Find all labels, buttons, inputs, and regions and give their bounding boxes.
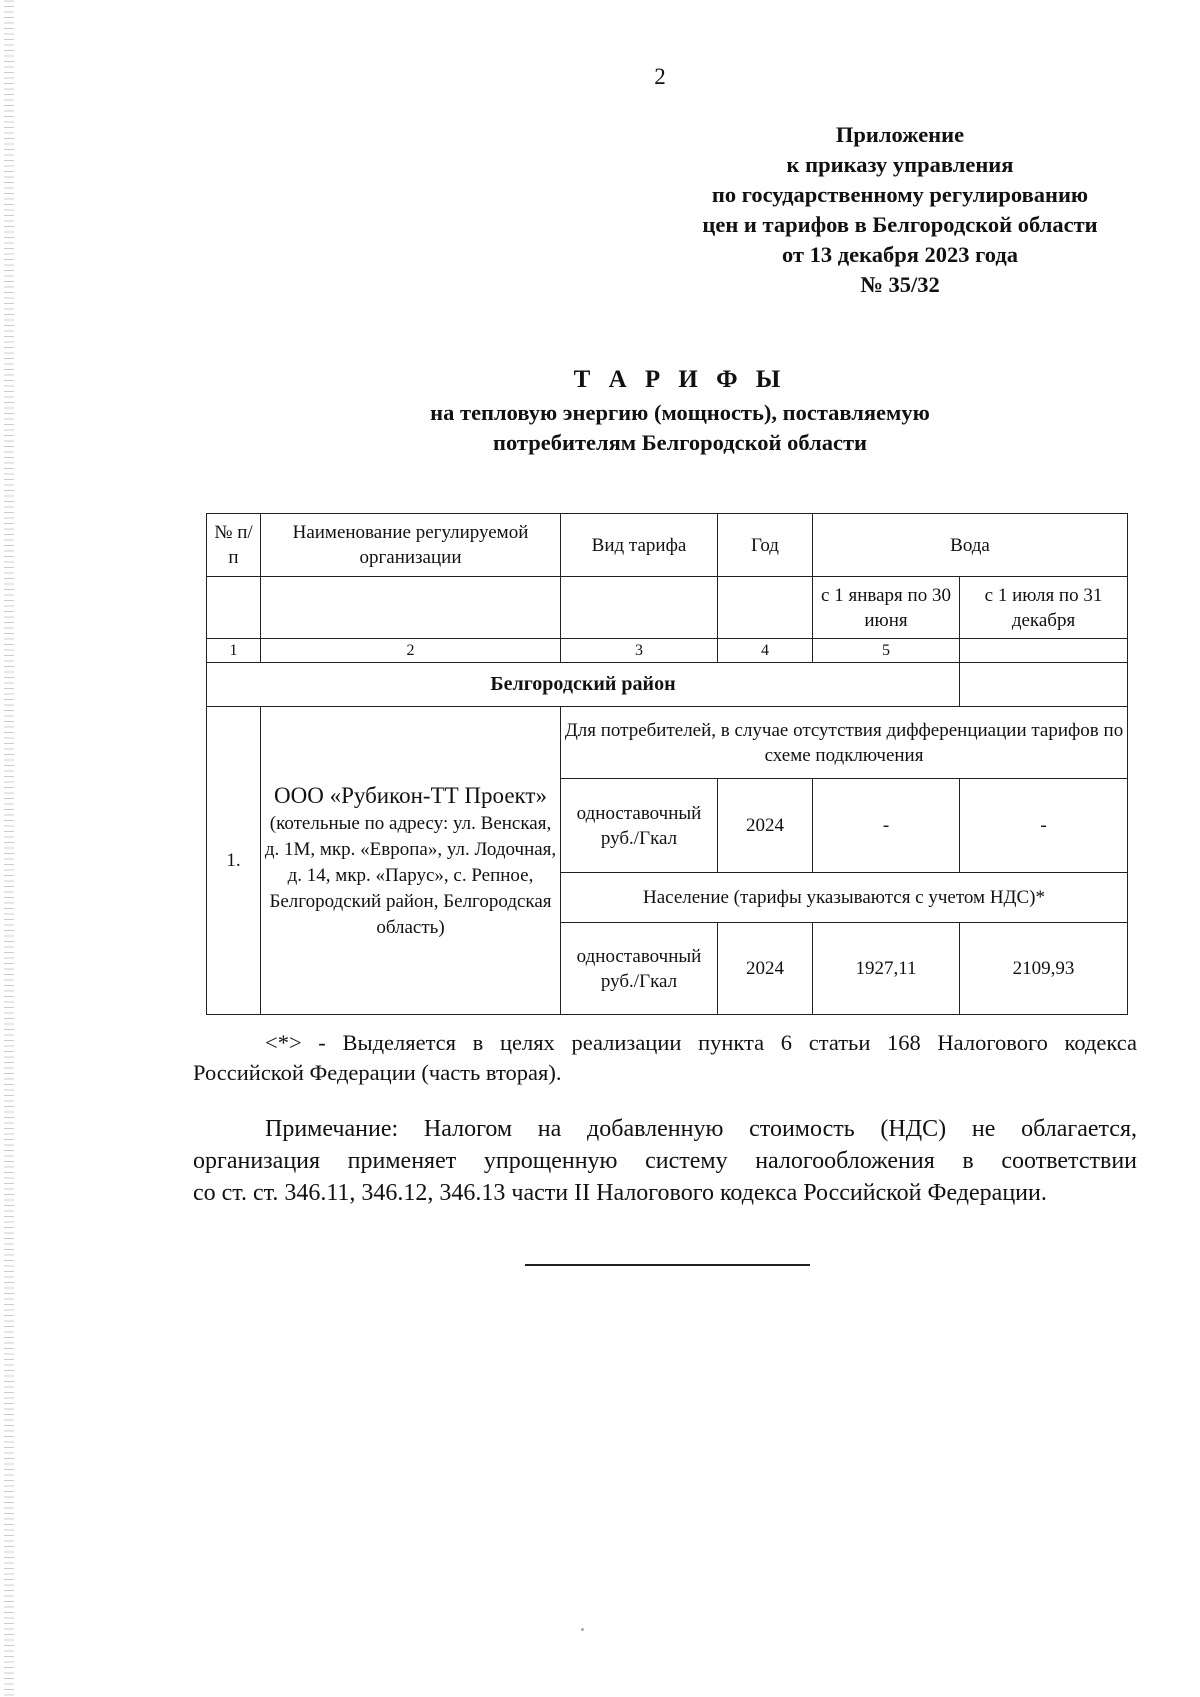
note [193, 1113, 1137, 1209]
column-number: 2 [261, 639, 561, 663]
subtitle-line-1: на тепловую энергию (мощность), поставляемую [430, 400, 930, 425]
tariffs-table [206, 513, 1128, 1015]
table-header-row [207, 514, 1128, 577]
column-number: 3 [561, 639, 718, 663]
header-water: Вода [813, 514, 1128, 577]
tariff-kind: одноставочный руб./Гкал [561, 779, 718, 873]
tariff-kind: одноставочный руб./Гкал [561, 923, 718, 1015]
appendix-line-2: к приказу управления [786, 152, 1014, 177]
organization-cell [261, 707, 561, 1015]
header-organization: Наименование регулируемой организации [261, 514, 561, 577]
note-line-1: Примечание: Налогом на добавленную стоимость (НДС) не облагается, [265, 1116, 1137, 1142]
tariff-year: 2024 [718, 923, 813, 1015]
header-year: Год [718, 514, 813, 577]
appendix-line-1: Приложение [835, 122, 965, 147]
page-number: 2 [654, 64, 666, 89]
section-consumers-title: Для потребителей, в случае отсутствия дифференциации тарифов по схеме подключения [561, 707, 1128, 779]
scan-dot-artifact [581, 1628, 584, 1631]
tariff-year: 2024 [718, 779, 813, 873]
appendix-line-3: по государственному регулированию [711, 182, 1089, 207]
header-period-1: с 1 января по 30 июня [813, 577, 960, 639]
column-number-row [207, 639, 1128, 663]
organization-details: (котельные по адресу: ул. Венская, д. 1М, мкр. «Европа», ул. Лодочная, д. 14, мкр. «Парус», с. Репное, Белгородский район, Белгородская область) [264, 812, 557, 938]
column-number: 4 [718, 639, 813, 663]
header-num: № п/п [207, 514, 261, 577]
scan-edge-artifact [4, 0, 14, 1697]
header-period-2: с 1 июля по 31 декабря [960, 577, 1128, 639]
tariff-value-period-1: 1927,11 [813, 923, 960, 1015]
row-number: 1. [207, 707, 261, 1015]
column-number: 5 [813, 639, 960, 663]
district-row [207, 663, 1128, 707]
tariff-value-period-2: 2109,93 [960, 923, 1128, 1015]
subtitle-line-2: потребителям Белгородской области [493, 430, 867, 455]
appendix-date: от 13 декабря 2023 года [781, 242, 1019, 267]
appendix-line-4: цен и тарифов в Белгородской области [702, 212, 1098, 237]
end-rule [525, 1264, 810, 1266]
district-name: Белгородский район [207, 663, 960, 707]
appendix-header [665, 120, 1135, 300]
section-population-title: Население (тарифы указываются с учетом НДС)* [561, 873, 1128, 923]
column-number: 1 [207, 639, 261, 663]
footnote [193, 1028, 1137, 1088]
footnote-line-2: Российской Федерации (часть вторая). [193, 1060, 562, 1085]
note-line-3: со ст. ст. 346.11, 346.12, 346.13 части II Налогового кодекса Российской Федерации. [193, 1180, 1047, 1206]
header-tariff-type: Вид тарифа [561, 514, 718, 577]
organization-name: ООО «Рубикон-ТТ Проект» [274, 782, 547, 808]
table-subheader-row [207, 577, 1128, 639]
footnote-line-1: <*> - Выделяется в целях реализации пункта 6 статьи 168 Налогового кодекса [265, 1030, 1137, 1055]
tariff-value-period-1: - [813, 779, 960, 873]
table-row [207, 707, 1128, 779]
tariff-value-period-2: - [960, 779, 1128, 873]
note-line-2: организация применяет упрощенную систему налогообложения в соответствии [193, 1148, 1137, 1174]
document-subtitle [330, 398, 1030, 458]
appendix-order-number: № 35/32 [860, 272, 940, 297]
document-title: Т А Р И Ф Ы [573, 366, 787, 393]
